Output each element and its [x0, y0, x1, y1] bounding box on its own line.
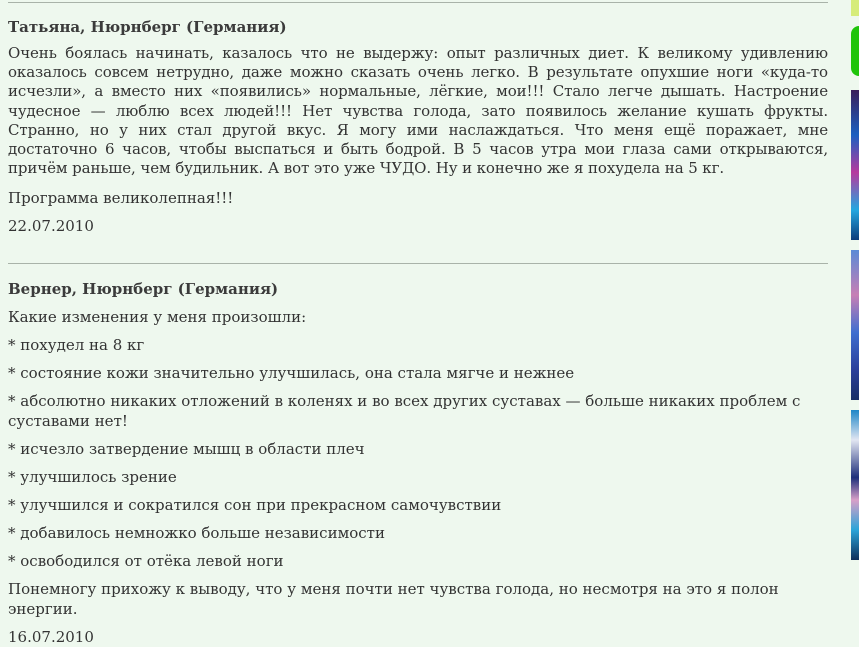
review-list-item: * абсолютно никаких отложений в коленях и во всех других суставах — больше никаких проблем с суставами нет!	[8, 392, 801, 431]
review-author: Вернер, Нюрнберг (Германия)	[8, 280, 279, 299]
sidebar-image[interactable]	[851, 250, 859, 400]
review-conclusion: Понемногу прихожу к выводу, что у меня почти нет чувства голода, но несмотря на это я полон энергии.	[8, 580, 779, 619]
review-list-item: * добавилось немножко больше независимости	[8, 524, 385, 543]
review-list-item: * состояние кожи значительно улучшилась, она стала мягче и нежнее	[8, 364, 575, 383]
review-intro: Какие изменения у меня произошли:	[8, 308, 307, 327]
sidebar-image[interactable]	[851, 90, 859, 240]
divider	[8, 263, 828, 264]
review-author: Татьяна, Нюрнберг (Германия)	[8, 18, 287, 36]
sidebar-edge	[851, 0, 859, 616]
review-werner	[8, 279, 828, 647]
sidebar-image[interactable]	[851, 410, 859, 560]
review-list-item: * освободился от отёка левой ноги	[8, 552, 284, 571]
sidebar-green-badge-icon[interactable]	[851, 26, 859, 76]
divider	[8, 2, 828, 3]
review-date: 22.07.2010	[8, 217, 94, 236]
review-paragraph: Очень боялась начинать, казалось что не выдержу: опыт различных диет. К великому удивлению оказалось совсем нетрудно, даже можно сказать очень легко. В результате опухшие ноги «куда-то исчезли», а вместо них «появились» нормальные, лёгкие, мои!!! Стало легче дышать. Настроение чудесное — люблю всех людей!!! Нет чувства голода, зато появилось желание кушать фрукты. Странно, но у них стал другой вкус. Я могу ими наслаждаться. Что меня ещё поражает, мне достаточно 6 часов, чтобы выспаться и быть бодрой. В 5 часов утра мои глаза сами открываются, причём раньше, чем будильник. А вот это уже ЧУДО. Ну и конечно же я похудела на 5 кг.	[8, 44, 828, 178]
review-list-item: * похудел на 8 кг	[8, 336, 145, 355]
sidebar-banner-top	[851, 0, 859, 16]
review-list-item: * исчезло затвердение мышц в области плеч	[8, 440, 365, 459]
reviews-column	[8, 0, 828, 647]
review-date: 16.07.2010	[8, 628, 94, 647]
review-list-item: * улучшилось зрение	[8, 468, 177, 487]
review-list-item: * улучшился и сократился сон при прекрасном самочувствии	[8, 496, 502, 515]
review-paragraph: Программа великолепная!!!	[8, 189, 234, 208]
review-tatiana	[8, 17, 828, 236]
